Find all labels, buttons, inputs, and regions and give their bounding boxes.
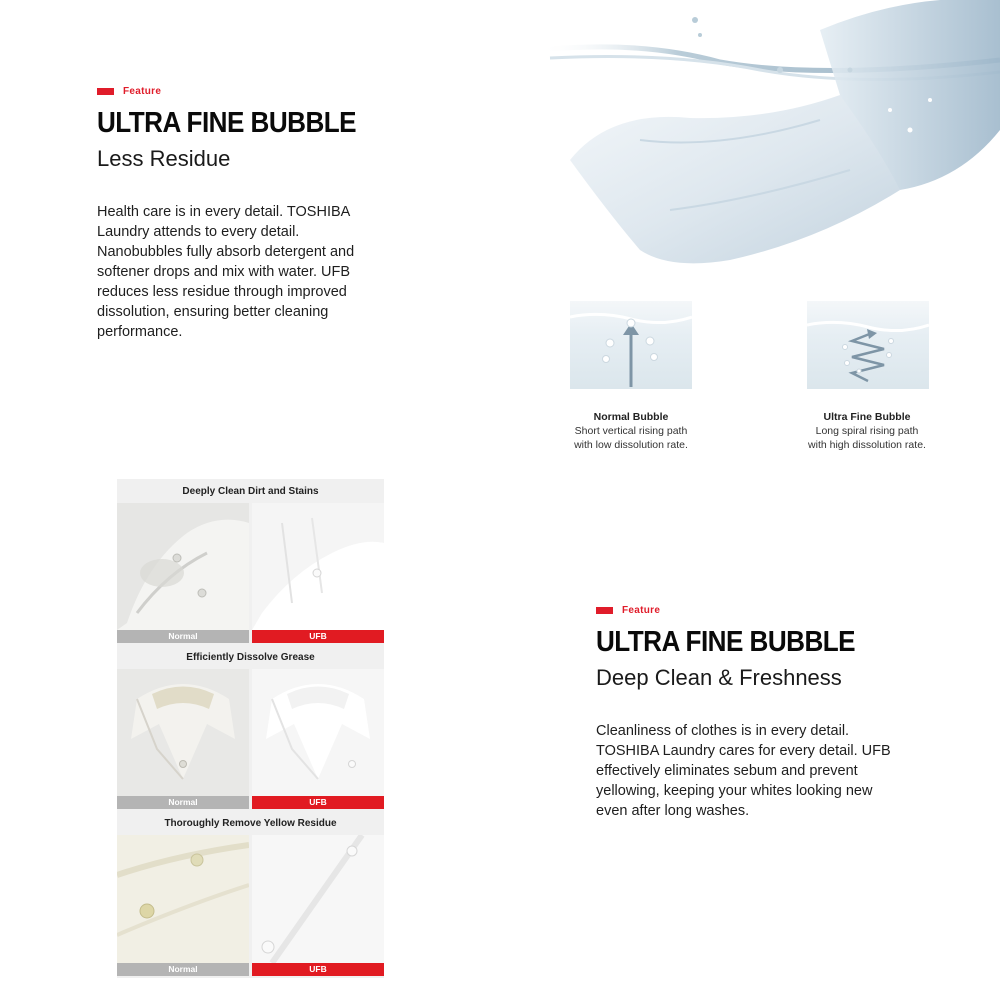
ufb-label: UFB	[252, 963, 384, 976]
feature-tag	[97, 86, 397, 97]
section-subtitle: Less Residue	[97, 146, 231, 171]
caption-title: Ultra Fine Bubble	[823, 411, 911, 423]
comparison-heading: Deeply Clean Dirt and Stains	[182, 486, 319, 497]
ufb-button-placket-photo	[252, 835, 384, 963]
section-body: Health care is in every detail. TOSHIBA Laundry attends to every detail. Nanobubbles fully absorb detergent and softener drops and mix with water. UFB reduces less residue through improved dissolution, ensuring better cleaning performance.	[97, 204, 355, 340]
ufb-collar-photo	[252, 669, 384, 796]
normal-shirt-photo	[117, 503, 249, 630]
ufb-label: UFB	[252, 796, 384, 809]
comparison-heading: Efficiently Dissolve Grease	[186, 652, 315, 663]
section-title: ULTRA FINE BUBBLE	[97, 107, 357, 139]
ufb-label: UFB	[252, 630, 384, 643]
feature-section-2	[596, 605, 916, 821]
normal-collar-photo	[117, 669, 249, 796]
comparison-heading: Thoroughly Remove Yellow Residue	[164, 818, 337, 829]
normal-button-placket-photo	[117, 835, 249, 963]
comparison-panel	[117, 479, 384, 978]
shirt-in-water-image	[520, 0, 1000, 290]
normal-bubble-diagram-icon	[570, 301, 692, 389]
spiral-bubble-diagram-icon	[807, 301, 929, 389]
feature-tag-label: Feature	[123, 86, 162, 97]
feature-tag-label: Feature	[622, 605, 661, 616]
ufb-shirt-photo	[252, 503, 384, 630]
feature-tag	[596, 605, 916, 616]
section-title: ULTRA FINE BUBBLE	[596, 626, 856, 658]
caption-line: with high dissolution rate.	[808, 439, 926, 451]
caption-line: Long spiral rising path	[815, 425, 919, 437]
ufb-bubble-caption	[772, 410, 962, 452]
normal-label: Normal	[117, 630, 249, 643]
caption-line: with low dissolution rate.	[574, 439, 688, 451]
caption-title: Normal Bubble	[593, 411, 669, 423]
section-subtitle: Deep Clean & Freshness	[596, 665, 842, 690]
normal-label: Normal	[117, 963, 249, 976]
feature-tag-bar	[596, 607, 613, 614]
feature-tag-bar	[97, 88, 114, 95]
normal-label: Normal	[117, 796, 249, 809]
section-body: Cleanliness of clothes is in every detail. TOSHIBA Laundry cares for every detail. UFB effectively eliminates sebum and prevent yellowing, keeping your whites looking new even after long washes.	[596, 723, 891, 819]
caption-line: Short vertical rising path	[574, 425, 688, 437]
normal-bubble-caption	[536, 410, 726, 452]
feature-section-1	[97, 86, 397, 342]
